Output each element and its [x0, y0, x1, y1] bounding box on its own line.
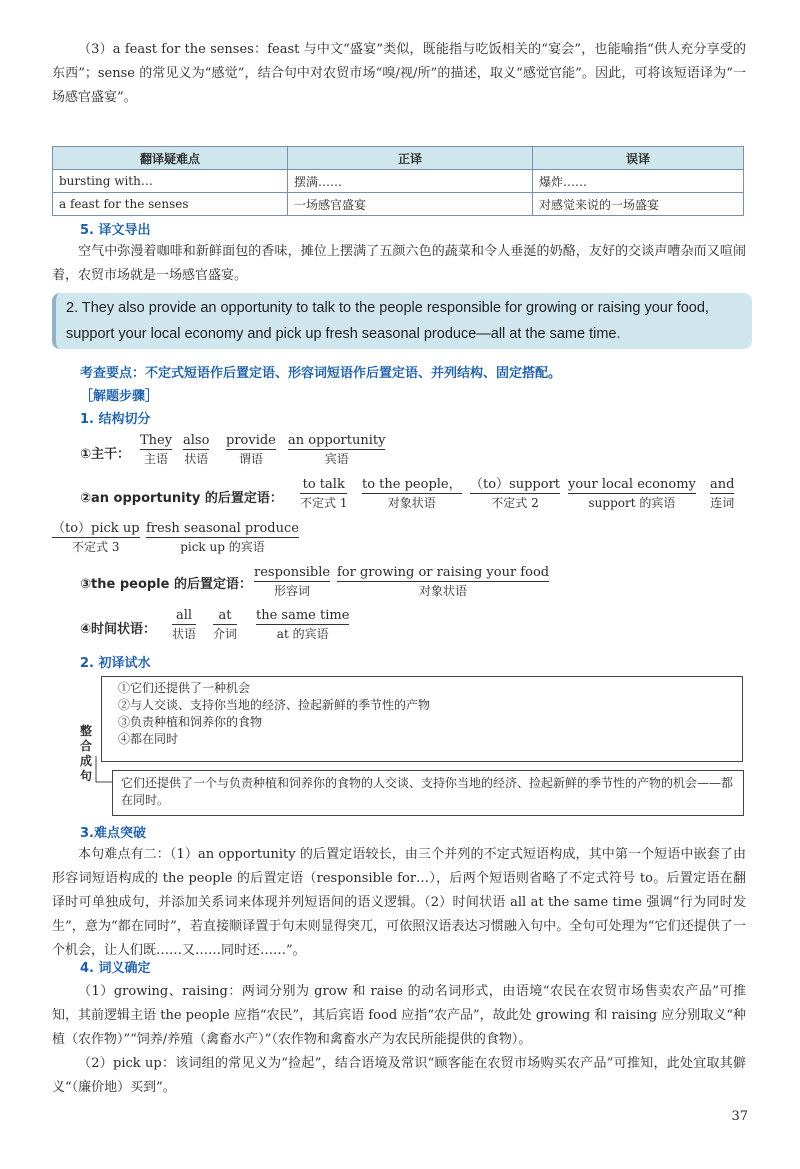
table-header: 翻译疑难点	[53, 147, 288, 170]
table-cell: 爆炸……	[533, 170, 744, 193]
segment: （to）pick up 不定式 3	[52, 521, 140, 554]
segment: to the people， 对象状语	[362, 477, 462, 510]
intro-paragraph: （3）a feast for the senses：feast 与中文“盛宴”类似，既能指与吃饭相关的“宴会”，也能喻指“供人充分享受的东西”；sense 的常见义为“感觉”，结合句中对农贸市场“嗅/视/所”的描述，取义“感觉官能”。因此，可将该短语译为“一场感官盛宴”。	[52, 42, 746, 105]
trial-line: ②与人交谈、支持你当地的经济、捡起新鲜的季节性的产物	[118, 698, 431, 712]
section-3-text: 本句难点有二：（1）an opportunity 的后置定语较长，由三个并列的不定式短语构成，其中第一个短语中嵌套了由形容词短语构成的 the people 的后置定语（responsible for…），后两个短语则省略了不定式符号 to。后置定语在翻译时可单独成句，并添加关系词来体现并列短语间的语义逻辑。（2）时间状语 all at the same time 强调“行为同时发生”，意为“都在同时”，若直接顺译置于句末则显得突兀，可依照汉语表达习惯融入句中。全句可处理为“它们还提供了一个机会，让人们既……又……同时还……”。	[52, 847, 746, 958]
key-points: 考查要点：不定式短语作后置定语、形容词短语作后置定语、并列结构、固定搭配。	[80, 366, 562, 381]
segment: fresh seasonal produce pick up 的宾语	[146, 521, 299, 554]
segment: at 介词	[213, 608, 238, 641]
example-sentence-box	[52, 293, 752, 349]
merged-translation-box	[112, 770, 744, 816]
steps-title: ［解题步骤］	[80, 389, 159, 404]
table-header: 误译	[533, 147, 744, 170]
opportunity-attribute-label: ②an opportunity 的后置定语：	[80, 491, 283, 506]
table-cell: 一场感官盛宴	[288, 193, 533, 216]
section-3-title: 3.难点突破	[80, 826, 146, 841]
segment: for growing or raising your food 对象状语	[337, 565, 550, 598]
section-4-para-2: （2）pick up：该词组的常见义为“捡起”，结合语境及常识“顾客能在农贸市场购买农产品”可推知，此处宜取其僻义“（廉价地）买到”。	[52, 1056, 746, 1095]
page-number: 37	[731, 1109, 748, 1124]
table-cell: bursting with…	[53, 170, 288, 193]
time-adverbial-label: ④时间状语：	[80, 622, 157, 637]
trial-line: ④都在同时	[118, 732, 179, 746]
segment: responsible 形容词	[254, 565, 331, 598]
table-header: 正译	[288, 147, 533, 170]
merged-translation: 它们还提供了一个与负责种植和饲养你的食物的人交谈、支持你当地的经济、捡起新鲜的季节性的产物的机会——都在同时。	[121, 776, 734, 807]
segment: your local economy support 的宾语	[568, 477, 696, 510]
table-row	[53, 193, 744, 216]
trial-line: ③负责种植和饲养你的食物	[118, 715, 263, 729]
segment: the same time at 的宾语	[256, 608, 350, 641]
section-5-title: 5. 译文导出	[80, 223, 151, 238]
segment: an opportunity 宾语	[288, 433, 386, 466]
table-cell: a feast for the senses	[53, 193, 288, 216]
segment: （to）support 不定式 2	[470, 477, 561, 510]
translation-table	[52, 146, 744, 216]
section-5-text: 空气中弥漫着咖啡和新鲜面包的香味，摊位上摆满了五颜六色的蔬菜和令人垂涎的奶酪，友好的交谈声嘈杂而又喧闹着，农贸市场就是一场感官盛宴。	[52, 244, 746, 283]
section-4-para-1: （1）growing、raising：两词分别为 grow 和 raise 的动名词形式，由语境“农民在农贸市场售卖农产品”可推知，其前逻辑主语 the people 应指“农民”，其后宾语 food 应指“农产品”，故此处 growing 和 raising 应分别取义“种植（农作物）”“饲养/养殖（禽畜水产）”（农作物和禽畜水产为农民所能提供的食物）。	[52, 984, 746, 1047]
segment: They 主语	[140, 433, 173, 466]
people-attribute-label: ③the people 的后置定语：	[80, 577, 252, 592]
segment: and 连词	[710, 477, 735, 510]
segment: all 状语	[172, 608, 197, 641]
trial-translation-box	[101, 676, 743, 762]
merge-label: 整合成句	[80, 724, 93, 783]
section-1-title: 1. 结构切分	[80, 412, 151, 427]
section-2-title: 2. 初译试水	[80, 656, 151, 671]
table-row	[53, 170, 744, 193]
table-cell: 对感觉来说的一场盛宴	[533, 193, 744, 216]
section-4-title: 4. 词义确定	[80, 961, 151, 976]
table-header-row	[53, 147, 744, 170]
segment: also 状语	[183, 433, 210, 466]
trial-line: ①它们还提供了一种机会	[118, 681, 251, 695]
segment: provide 谓语	[226, 433, 276, 466]
segment: to talk 不定式 1	[300, 477, 348, 510]
table-cell: 摆满……	[288, 170, 533, 193]
example-sentence: 2. They also provide an opportunity to talk to the people responsible for growing or raising your food, support your local economy and pick up fresh seasonal produce—all at the same time.	[66, 300, 709, 342]
main-clause-label: ①主干：	[80, 447, 131, 462]
